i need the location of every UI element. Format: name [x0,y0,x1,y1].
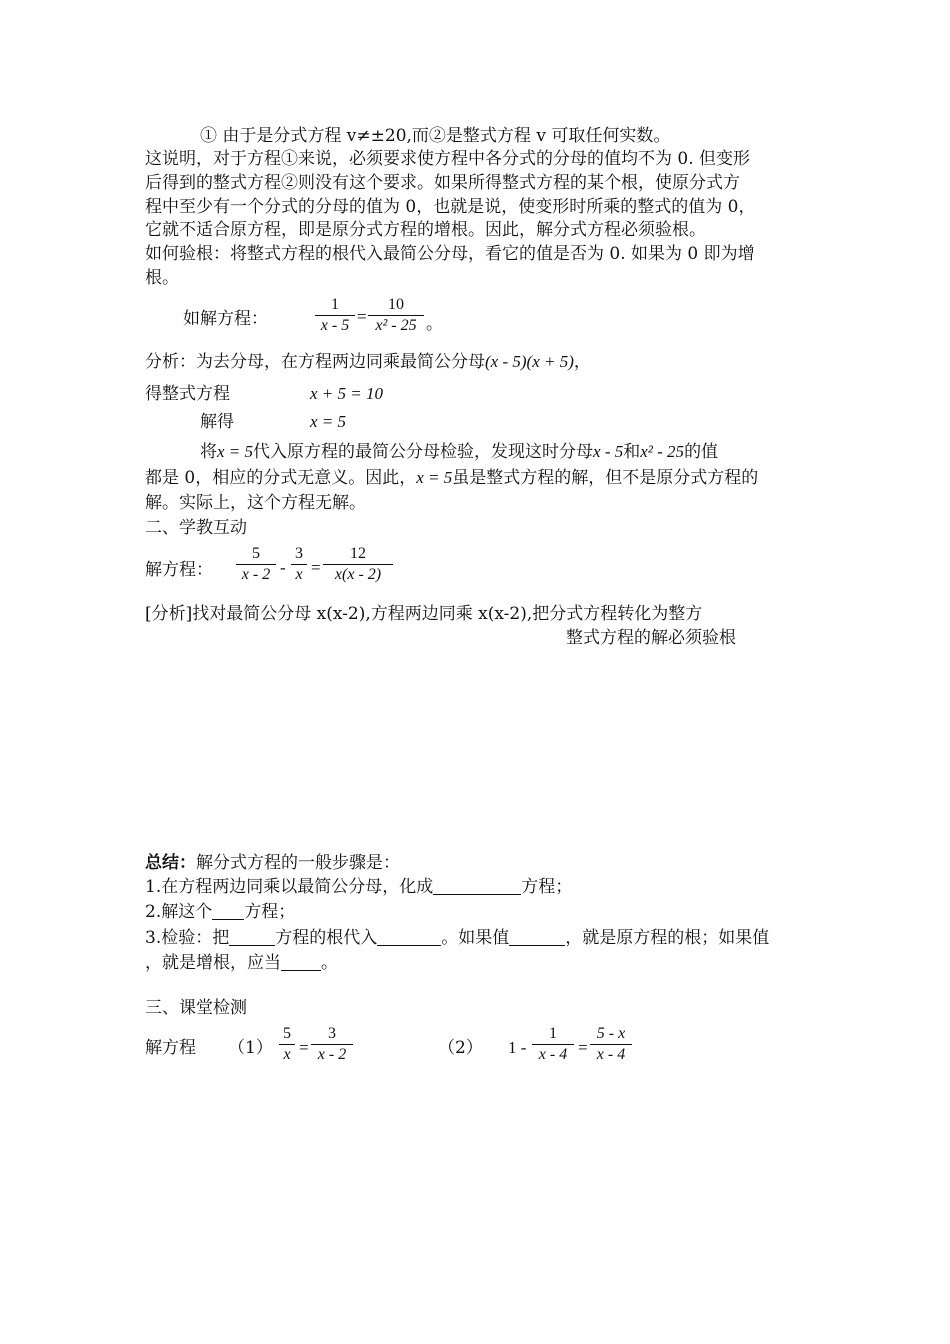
denominator: x - 4 [596,1046,626,1063]
problem-number: （1） [228,1038,273,1058]
equals-sign: = [311,558,321,577]
common-denominator: (x - 5)(x + 5) [485,352,574,371]
equals-sign: = [357,307,367,326]
summary-step [145,900,295,924]
fill-blank[interactable] [377,927,441,946]
math-inline: x = 5 [416,468,453,487]
solve-label: 解得 [200,412,234,432]
analysis-line [145,350,591,374]
text: 虽是整式方程的解，但不是原分式方程的 [452,468,759,488]
fraction-right [311,1024,353,1065]
text: 将 [200,442,217,462]
summary-title: 总结： [145,853,196,873]
text: 。 [321,953,338,973]
paragraph-line: 后得到的整式方程②则没有这个要求。如果所得整式方程的某个根，使原分式方 [145,173,740,193]
text: 2.解这个 [145,902,213,922]
numerator: 1 [331,296,339,313]
comma: ， [573,352,591,372]
analysis-line: [分析]找对最简公分母 x(x-2),方程两边同乘 x(x-2),把分式方程转化为整方 [145,604,703,624]
analysis-text: 分析：为去分母，在方程两边同乘最简公分母 [145,352,485,372]
fill-blank[interactable] [229,927,275,946]
denominator: x² - 25 [375,317,417,334]
text: ，就是增根，应当 [145,953,281,973]
text: 。如果值 [441,928,510,948]
integral-label: 得整式方程 [145,384,230,404]
text: 方程； [244,902,296,922]
fraction-rhs [368,295,424,336]
text: 1.在方程两边同乘以最简公分母，化成 [145,877,434,897]
denominator: x - 2 [241,566,271,583]
fraction-b [291,544,307,585]
example-label: 如解方程： [183,309,268,329]
fraction-left [532,1024,574,1065]
denominator: x - 4 [538,1046,568,1063]
equals-sign: = [578,1038,588,1057]
numerator: 5 - x [596,1025,626,1042]
math-inline: x² - 25 [640,442,685,461]
text: 3.检验：把 [145,928,230,948]
section-heading: 二、学教互动 [145,518,247,538]
numerator: 10 [388,296,404,313]
fill-blank[interactable] [433,876,521,895]
equals-sign: = [299,1038,309,1057]
check-line [145,466,758,490]
check-line: 解。实际上，这个方程无解。 [145,493,366,513]
text: 代入原方程的最简公分母检验，发现这时分母 [253,442,594,462]
denominator: x - 5 [320,317,350,334]
fraction-c [323,544,393,585]
fraction-a [236,544,276,585]
paragraph-line: 它就不适合原方程，即是原分式方程的增根。因此，解分式方程必须验根。 [145,220,706,240]
check-line [200,440,718,464]
numerator: 5 [252,545,260,562]
fraction-left [279,1024,295,1065]
text: 的值 [684,442,719,462]
text: 方程的根代入 [275,928,378,948]
summary-intro [145,851,400,875]
text: 都是 0，相应的分式无意义。因此， [145,468,417,488]
math-inline: x = 5 [217,442,254,461]
paragraph-line: ① 由于是分式方程 v≠±20,而②是整式方程 v 可取任何实数。 [200,126,671,146]
fill-blank[interactable] [281,952,321,971]
paragraph-line: 程中至少有一个分式的分母的值为 0，也就是说，使变形时所乘的整式的值为 0， [145,197,756,217]
section-heading: 三、课堂检测 [145,998,247,1018]
numerator: 12 [350,545,366,562]
minus-sign: - [280,558,286,577]
integral-equation: x + 5 = 10 [310,384,383,403]
fraction-lhs [315,295,355,336]
numerator: 3 [328,1025,336,1042]
numerator: 1 [549,1025,557,1042]
numerator: 3 [295,545,303,562]
text: 方程； [521,877,573,897]
fill-blank[interactable] [212,901,244,920]
denominator: x [295,566,303,583]
denominator: x(x - 2) [334,566,382,583]
numerator: 5 [283,1025,291,1042]
summary-step [145,951,338,975]
denominator: x [283,1046,291,1063]
fraction-right [590,1024,632,1065]
denominator: x - 2 [317,1046,347,1063]
problem-label: 解方程： [145,560,213,580]
period: 。 [426,314,443,334]
leading-term: 1 - [508,1038,527,1057]
summary-step [145,926,769,950]
paragraph-line: 这说明，对于方程①来说，必须要求使方程中各分式的分母的值均不为 0. 但变形 [145,149,751,169]
summary-step [145,875,572,899]
problem-number: （2） [438,1038,483,1058]
analysis-line: 整式方程的解必须验根 [566,628,736,648]
text: ，就是原方程的根；如果值 [565,928,770,948]
solve-equation: x = 5 [310,412,347,431]
summary-intro-text: 解分式方程的一般步骤是： [196,853,400,873]
paragraph-line: 如何验根：将整式方程的根代入最简公分母，看它的值是否为 0. 如果为 0 即为增 [145,244,755,264]
problem-label: 解方程 [145,1038,196,1058]
fill-blank[interactable] [509,927,565,946]
math-inline: x - 5 [593,442,624,461]
text: 和 [623,442,641,462]
paragraph-line: 根。 [145,268,179,288]
